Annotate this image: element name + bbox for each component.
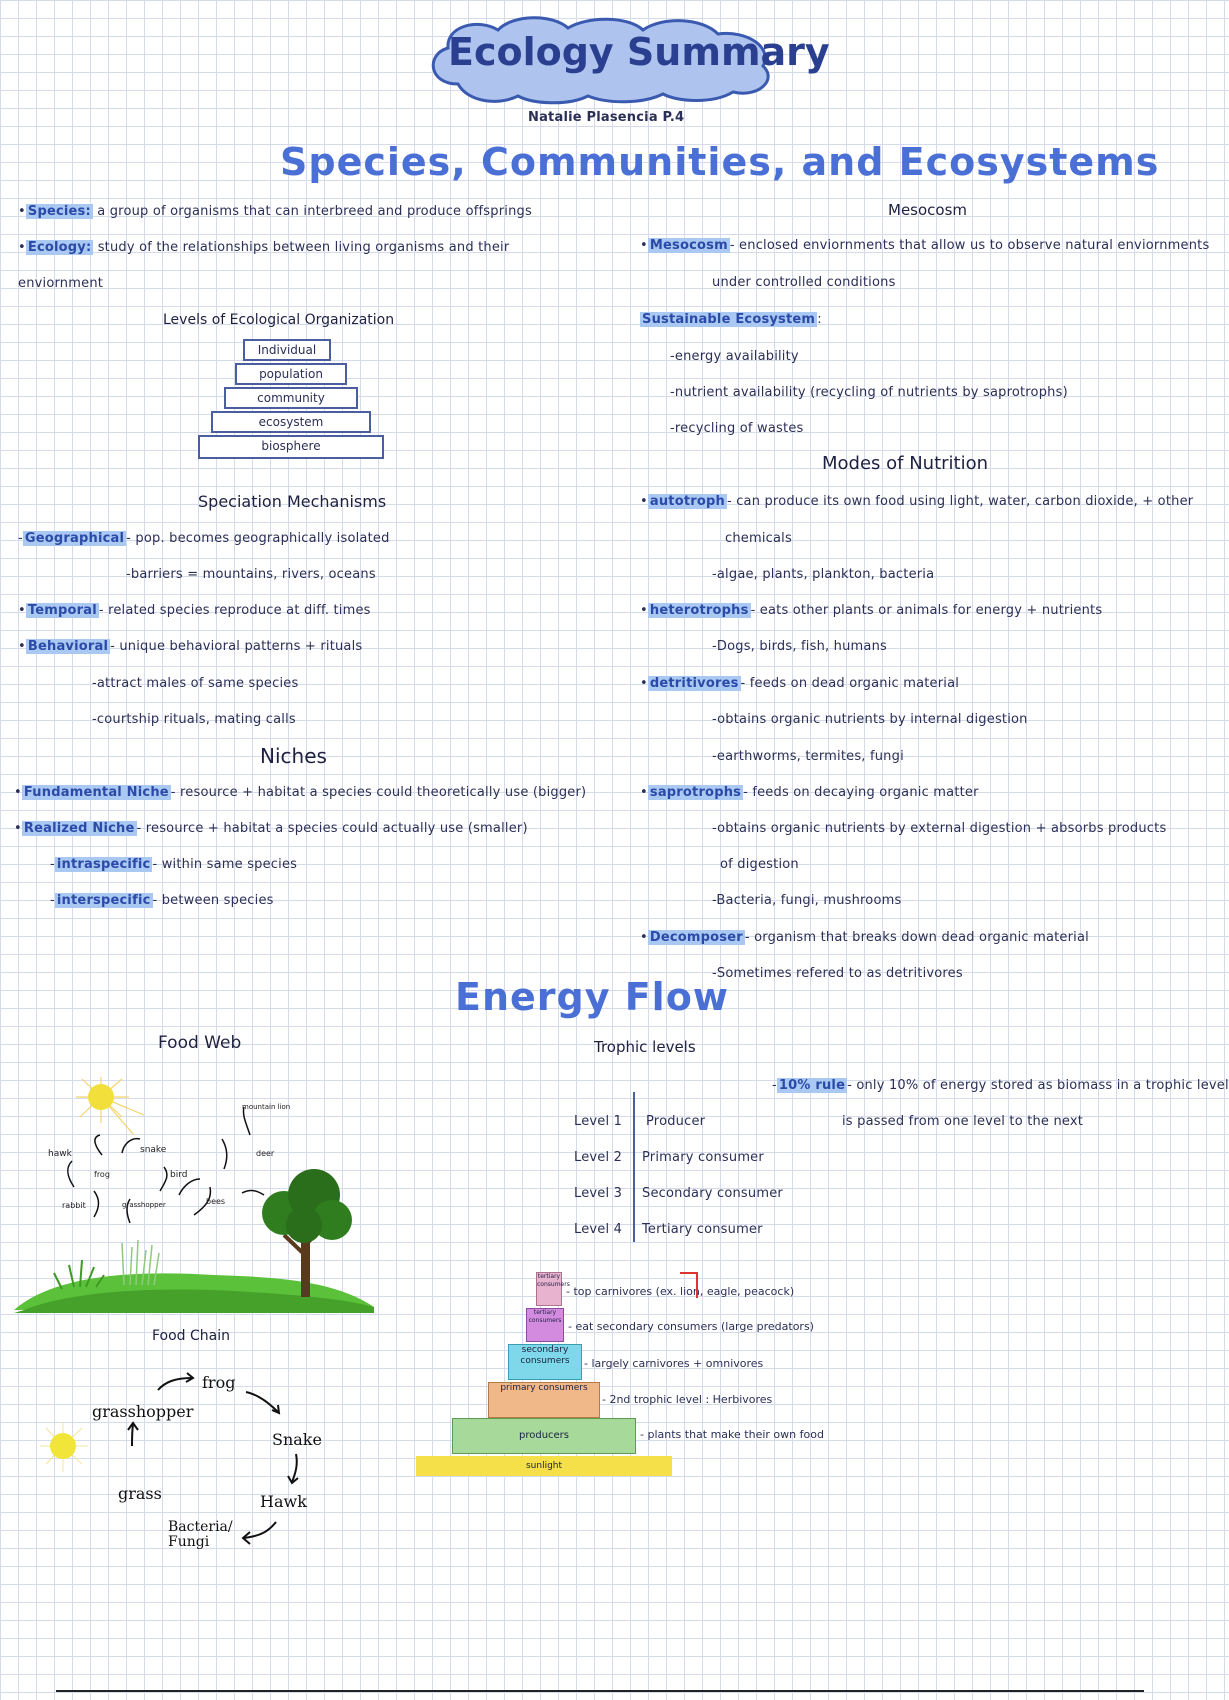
fundamental-niche-line: • Fundamental Niche - resource + habitat a species could theoretically use (bigger)	[14, 785, 587, 800]
saprotroph-sub-2: -Bacteria, fungi, mushrooms	[712, 893, 902, 908]
level-individual: Individual	[243, 339, 331, 361]
title-cloud	[418, 14, 830, 104]
speciation-title: Speciation Mechanisms	[198, 492, 387, 511]
level-ecosystem: ecosystem	[211, 411, 371, 433]
level-community: community	[224, 387, 358, 409]
foodweb-drawing	[14, 1075, 380, 1315]
pyramid-tier-primary: primary consumers	[488, 1382, 600, 1418]
pyramid-tier-producers: producers	[452, 1418, 636, 1454]
detritivore-line: • detritivores - feeds on dead organic material	[640, 676, 960, 691]
levels-title: Levels of Ecological Organization	[163, 312, 395, 328]
sustainable-item-3: -recycling of wastes	[670, 421, 804, 436]
chain-snake: Snake	[272, 1430, 322, 1449]
web-label-snake: snake	[140, 1145, 167, 1155]
pyramid-bracket	[680, 1272, 698, 1298]
trophic-title: Trophic levels	[594, 1038, 696, 1056]
pyramid-desc-primary: - 2nd trophic level : Herbivores	[602, 1393, 773, 1406]
realized-niche-line: • Realized Niche - resource + habitat a species could actually use (smaller)	[14, 821, 528, 836]
heterotroph-line: • heterotrophs - eats other plants or animals for energy + nutrients	[640, 603, 1103, 618]
foodchain-diagram	[40, 1360, 340, 1560]
autotroph-line: • autotroph - can produce its own food using light, water, carbon dioxide, + other	[640, 494, 1194, 509]
ten-percent-rule: - 10% rule - only 10% of energy stored as biomass in a trophic level	[772, 1078, 1229, 1093]
foodchain-title: Food Chain	[152, 1328, 231, 1344]
heterotroph-examples: -Dogs, birds, fish, humans	[712, 639, 887, 654]
trophic-level-4: Level 4	[574, 1222, 623, 1237]
detritivore-sub-2: -earthworms, termites, fungi	[712, 749, 904, 764]
detritivore-sub-1: -obtains organic nutrients by internal digestion	[712, 712, 1028, 727]
author: Natalie Plasencia P.4	[528, 110, 685, 125]
web-label-bees: bees	[206, 1197, 226, 1206]
modes-title: Modes of Nutrition	[822, 453, 989, 474]
pyramid-desc-tertiary: - eat secondary consumers (large predators)	[568, 1320, 814, 1333]
sustainable-item-2: -nutrient availability (recycling of nutrients by saprotrophs)	[670, 385, 1068, 400]
pyramid-tier-secondary: secondary consumers	[508, 1344, 582, 1380]
trophic-divider	[633, 1092, 635, 1242]
web-label-deer: deer	[256, 1149, 275, 1158]
pyramid-tier-sunlight: sunlight	[416, 1456, 672, 1476]
behavioral-sub-1: -attract males of same species	[92, 676, 299, 691]
behavioral-sub-2: -courtship rituals, mating calls	[92, 712, 296, 727]
web-label-frog: frog	[94, 1170, 110, 1179]
pyramid-desc-secondary: - largely carnivores + omnivores	[584, 1357, 764, 1370]
level-biosphere: biosphere	[198, 435, 384, 459]
foodweb-illustration	[14, 1075, 380, 1315]
tree-icon	[262, 1169, 352, 1297]
trophic-level-2: Level 2	[574, 1150, 623, 1165]
chain-grass: grass	[118, 1484, 162, 1503]
species-line: • Species: a group of organisms that can interbreed and produce offsprings	[18, 204, 532, 219]
section-title-species: Species, Communities, and Ecosystems	[280, 140, 1160, 184]
page-title: Ecology Summary	[448, 30, 830, 74]
intraspecific-line: - intraspecific - within same species	[50, 857, 298, 872]
web-label-rabbit: rabbit	[62, 1201, 86, 1210]
pyramid-desc-producers: - plants that make their own food	[640, 1428, 824, 1441]
mesocosm-title: Mesocosm	[888, 201, 968, 219]
sustainable-line: Sustainable Ecosystem :	[642, 312, 822, 327]
mesocosm-line-2: under controlled conditions	[712, 275, 896, 290]
section-title-energy: Energy Flow	[455, 975, 729, 1019]
saprotroph-sub-1b: of digestion	[720, 857, 799, 872]
trophic-level-3: Level 3	[574, 1186, 623, 1201]
sustainable-item-1: -energy availability	[670, 349, 799, 364]
ecology-line: • Ecology: study of the relationships between living organisms and their	[18, 240, 510, 255]
chain-frog: frog	[202, 1373, 236, 1392]
trophic-name-3: Secondary consumer	[642, 1186, 783, 1201]
temporal-line: • Temporal - related species reproduce at diff. times	[18, 603, 371, 618]
chain-bacteria-fungi: Bacteria/ Fungi	[168, 1519, 233, 1550]
foodweb-title: Food Web	[158, 1033, 242, 1053]
decomposer-line: • Decomposer - organism that breaks down dead organic material	[640, 930, 1089, 945]
web-label-hawk: hawk	[48, 1149, 72, 1159]
interspecific-line: - interspecific - between species	[50, 893, 274, 908]
pyramid-tier-top: tertiary consumers	[536, 1272, 562, 1306]
geographical-line: - Geographical - pop. becomes geographically isolated	[18, 531, 390, 546]
autotroph-line-2: chemicals	[725, 531, 792, 546]
ecology-line-2: enviornment	[18, 276, 104, 291]
trophic-name-4: Tertiary consumer	[642, 1222, 763, 1237]
saprotroph-sub-1: -obtains organic nutrients by external digestion + absorbs products	[712, 821, 1167, 836]
pyramid-tier-tertiary: tertiary consumers	[526, 1308, 564, 1342]
behavioral-line: • Behavioral - unique behavioral patterns + rituals	[18, 639, 363, 654]
chain-grasshopper: grasshopper	[92, 1402, 194, 1421]
autotroph-examples: -algae, plants, plankton, bacteria	[712, 567, 935, 582]
niches-title: Niches	[260, 744, 327, 768]
pyramid-desc-top: - top carnivores (ex. lion, eagle, peacock)	[566, 1285, 795, 1298]
geographical-sub: -barriers = mountains, rivers, oceans	[126, 567, 376, 582]
trophic-name-2: Primary consumer	[642, 1150, 764, 1165]
web-label-bird: bird	[170, 1170, 188, 1180]
web-label-grasshopper: grasshopper	[122, 1201, 166, 1209]
mesocosm-line: • Mesocosm - enclosed enviornments that allow us to observe natural enviornments	[640, 238, 1210, 253]
saprotroph-line: • saprotrophs - feeds on decaying organic matter	[640, 785, 979, 800]
chain-hawk: Hawk	[260, 1492, 307, 1511]
sun-icon	[50, 1433, 76, 1459]
trophic-name-1: Producer	[646, 1114, 706, 1129]
decomposer-sub: -Sometimes refered to as detritivores	[712, 966, 963, 981]
trophic-level-1: Level 1	[574, 1114, 623, 1129]
ten-percent-rule-2: is passed from one level to the next	[842, 1114, 1084, 1129]
level-population: population	[235, 363, 347, 385]
web-label-mountain-lion: mountain lion	[242, 1103, 291, 1111]
bottom-divider	[56, 1690, 1144, 1692]
